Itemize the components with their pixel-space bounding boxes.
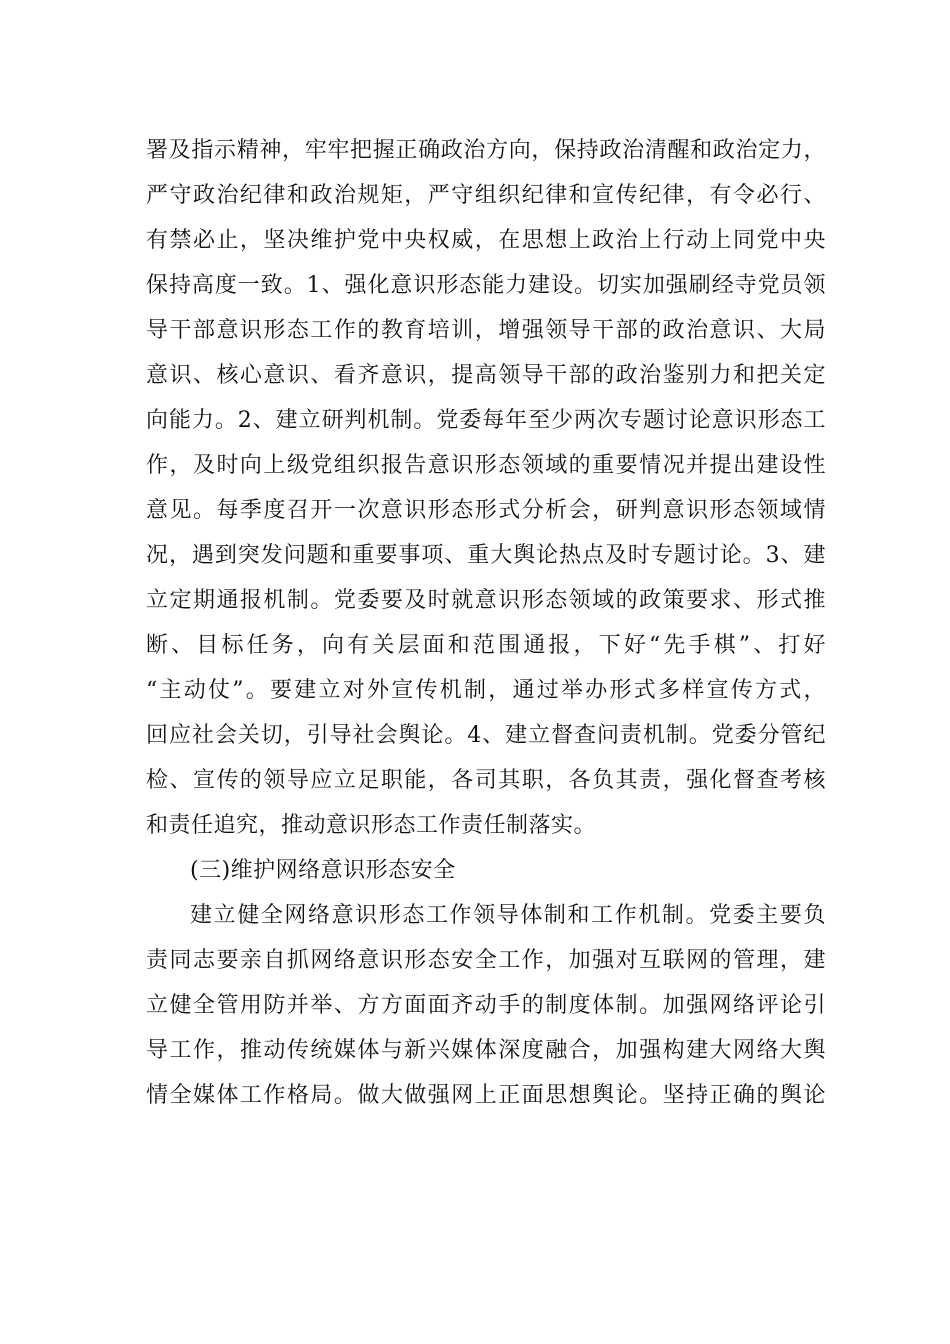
section-text-line: 情全媒体工作格局。做大做强网上正面思想舆论。坚持正确的舆论	[146, 1083, 826, 1108]
body-text-line: 向能力。2、建立研判机制。党委每年至少两次专题讨论意识形态工	[146, 408, 826, 433]
body-text-line: 意识、核心意识、看齐意识，提高领导干部的政治鉴别力和把关定	[146, 363, 826, 388]
body-text-line: 立定期通报机制。党委要及时就意识形态领域的政策要求、形式推	[146, 588, 826, 613]
body-text-line: 检、宣传的领导应立足职能，各司其职，各负其责，强化督查考核	[146, 768, 826, 793]
section-text-line: 责同志要亲自抓网络意识形态安全工作，加强对互联网的管理，建	[146, 948, 826, 973]
body-text-line: 有禁必止，坚决维护党中央权威，在思想上政治上行动上同党中央	[146, 228, 826, 253]
section-text-line: 建立健全网络意识形态工作领导体制和工作机制。党委主要负	[190, 903, 826, 928]
body-text-line: “主动仗”。要建立对外宣传机制，通过举办形式多样宣传方式，	[146, 678, 826, 703]
body-text-line: 断、目标任务，向有关层面和范围通报，下好“先手棋”、打好	[146, 633, 826, 658]
section-heading: (三)维护网络意识形态安全	[190, 858, 456, 883]
body-text-line: 署及指示精神，牢牢把握正确政治方向，保持政治清醒和政治定力，	[146, 138, 826, 163]
body-text-line: 保持高度一致。1、强化意识形态能力建设。切实加强刷经寺党员领	[146, 273, 826, 298]
body-text-line: 意见。每季度召开一次意识形态形式分析会，研判意识形态领域情	[146, 498, 826, 523]
body-text-line: 作，及时向上级党组织报告意识形态领域的重要情况并提出建设性	[146, 453, 826, 478]
body-text-line: 和责任追究，推动意识形态工作责任制落实。	[146, 813, 597, 838]
body-text-line: 导干部意识形态工作的教育培训，增强领导干部的政治意识、大局	[146, 318, 826, 343]
body-text-line: 况，遇到突发问题和重要事项、重大舆论热点及时专题讨论。3、建	[146, 543, 826, 568]
section-text-line: 立健全管用防并举、方方面面齐动手的制度体制。加强网络评论引	[146, 993, 826, 1018]
body-text-line: 回应社会关切，引导社会舆论。4、建立督查问责机制。党委分管纪	[146, 723, 826, 748]
section-text-line: 导工作，推动传统媒体与新兴媒体深度融合，加强构建大网络大舆	[146, 1038, 826, 1063]
body-text-line: 严守政治纪律和政治规矩，严守组织纪律和宣传纪律，有令必行、	[146, 183, 826, 208]
